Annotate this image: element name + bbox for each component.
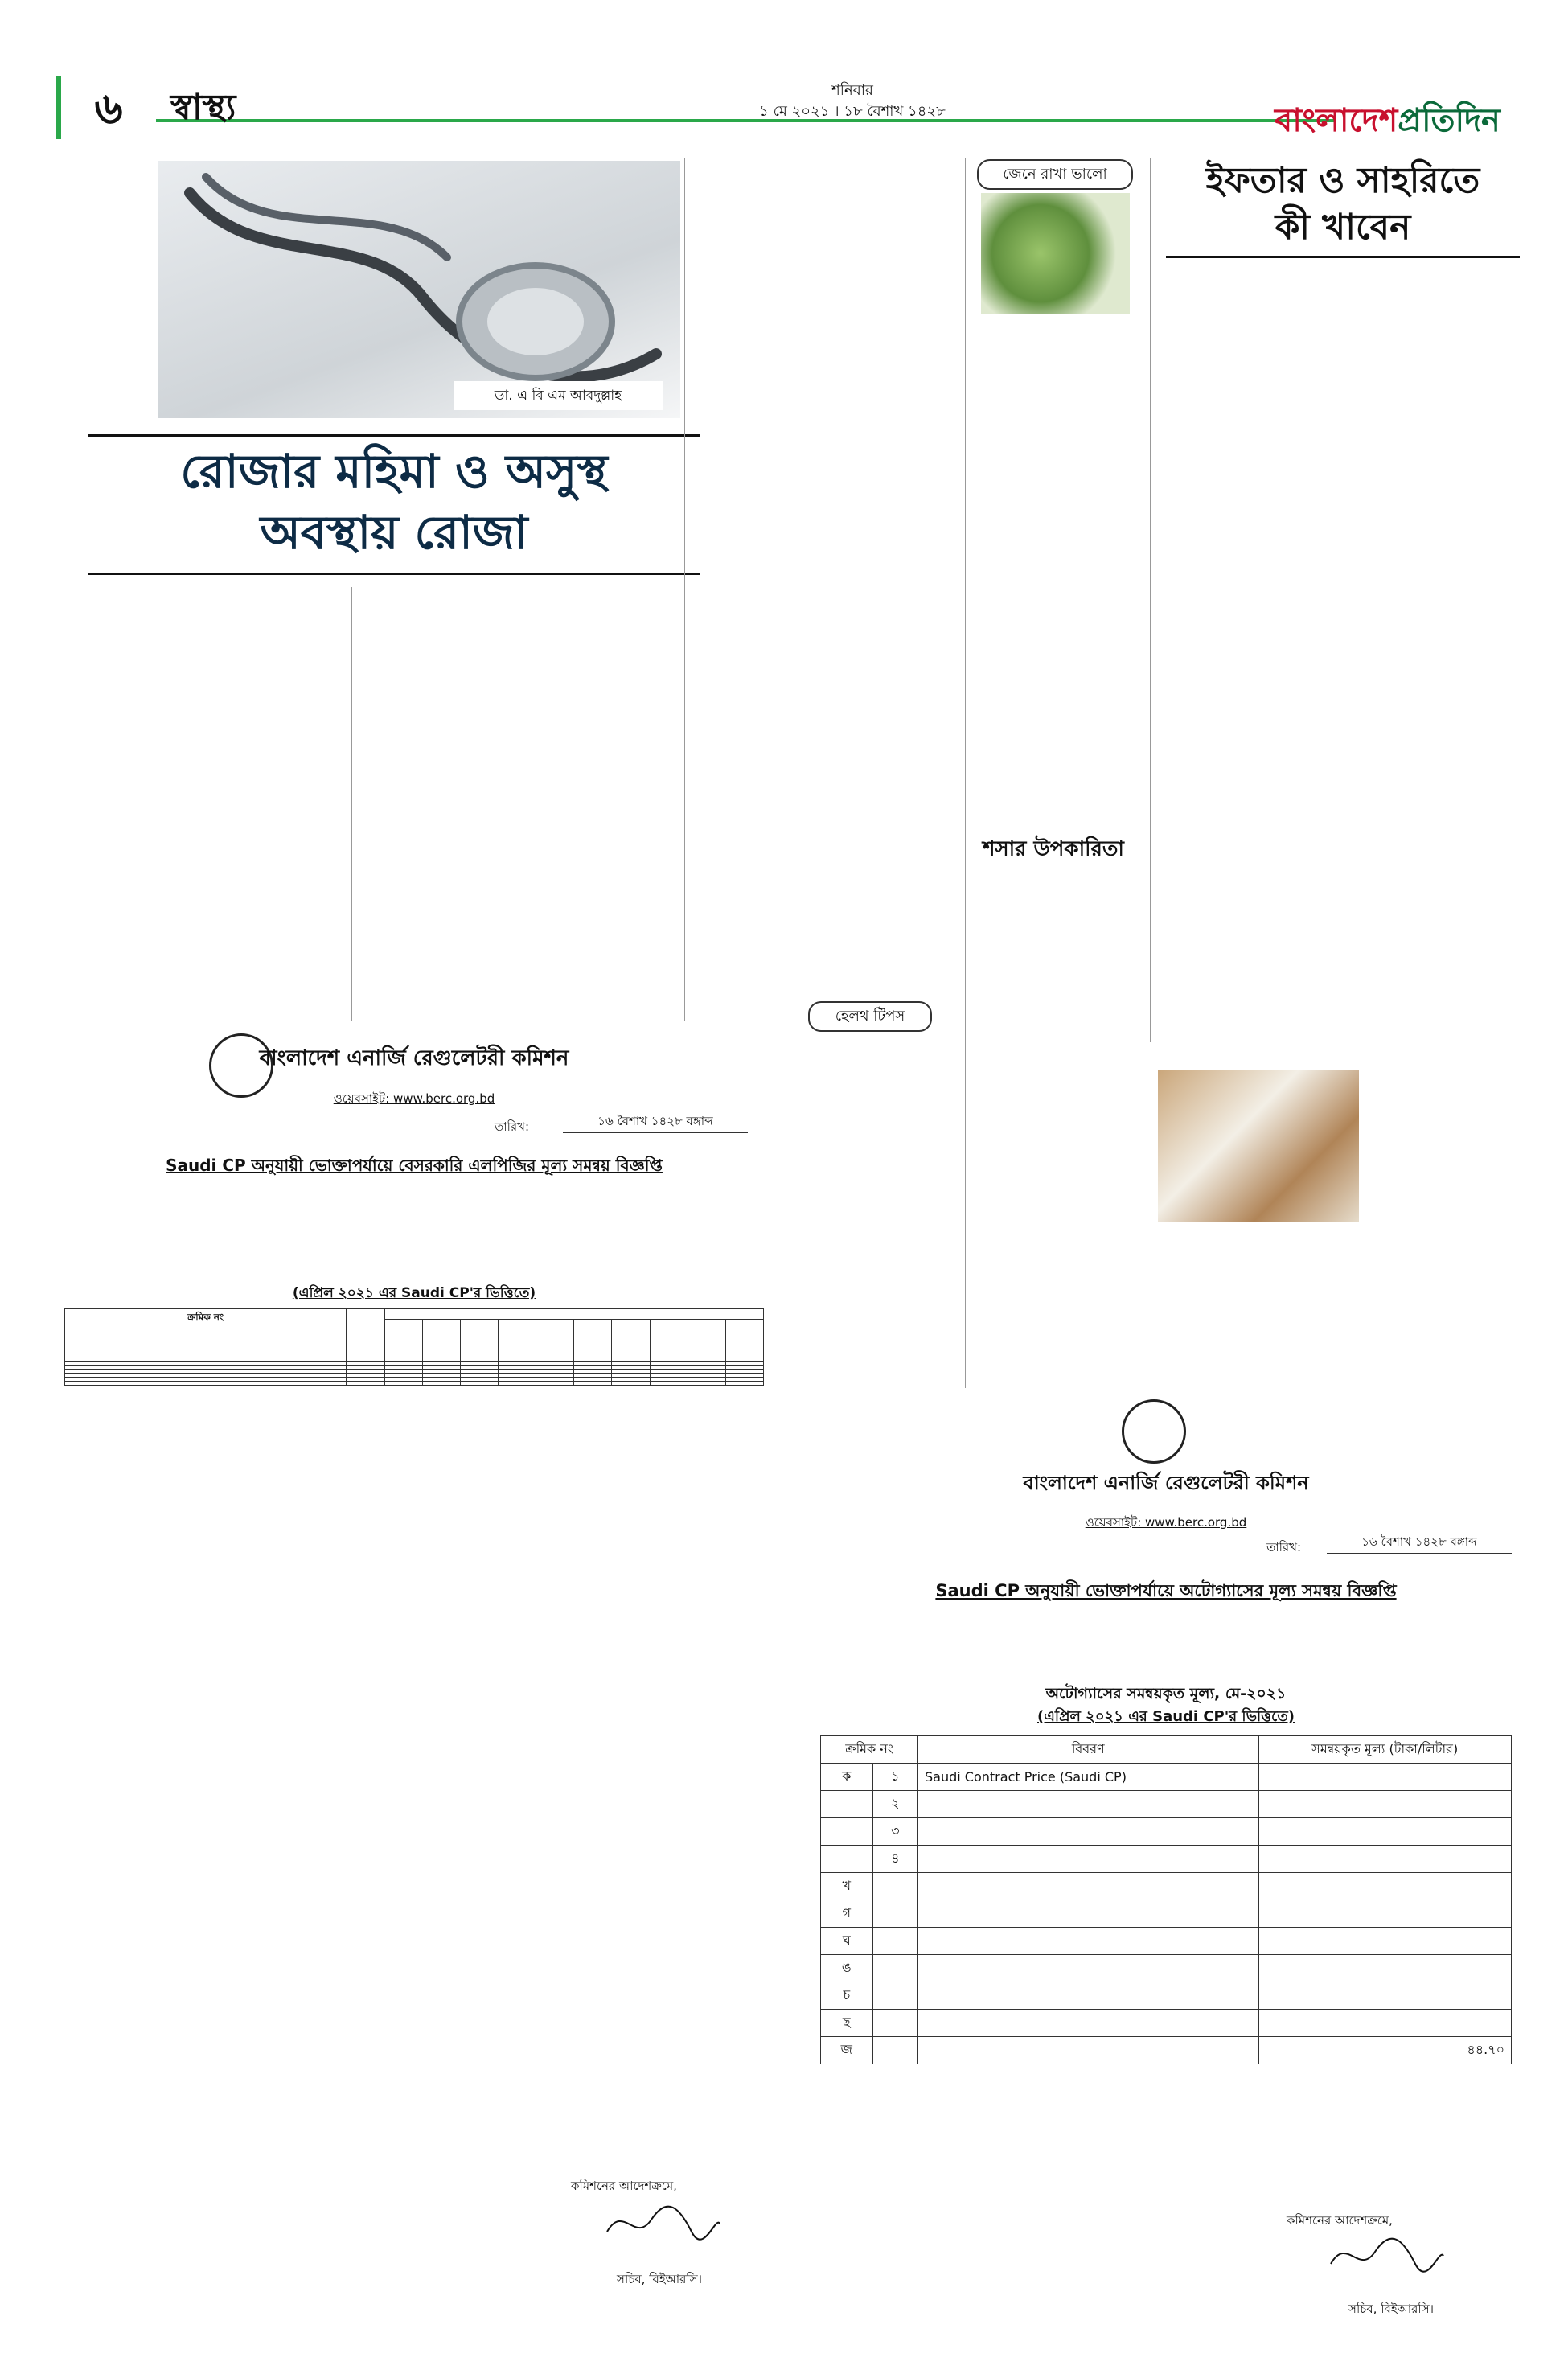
stethoscope-photo: [158, 161, 680, 418]
iftar-headline: [1166, 158, 1520, 251]
notice-date-label: তারিখ:: [1266, 1540, 1302, 1555]
notice-website: ওয়েবসাইট: www.berc.org.bd: [333, 1091, 495, 1106]
table-cell: [821, 1791, 873, 1818]
notice-org-name: বাংলাদেশ এনার্জি রেগুলেটরী কমিশন: [259, 1046, 569, 1070]
table-row: [821, 1928, 1512, 1955]
table-cell: খ: [821, 1873, 873, 1900]
iftar-food-image: [1158, 1070, 1359, 1222]
table-cell: [1258, 1873, 1511, 1900]
table-row: [821, 1900, 1512, 1928]
table-cell: [498, 1382, 536, 1386]
headline-line-1: রোজার মহিমা ও অসুস্থ: [180, 444, 608, 499]
table-header-cell: [725, 1319, 763, 1329]
table-cell: [422, 1382, 460, 1386]
table-cell: Saudi Contract Price (Saudi CP): [918, 1764, 1259, 1791]
table-cell: [650, 1382, 688, 1386]
page-number: ৬: [56, 76, 156, 139]
table-cell: [872, 1900, 917, 1928]
signature-icon: [603, 2199, 724, 2248]
headline-rule-bottom: [88, 573, 700, 575]
table-cell: ৪৪.৭০: [1258, 2037, 1511, 2064]
table-cell: [65, 1382, 347, 1386]
notice-intro: [56, 1182, 772, 1255]
table-row: [65, 1382, 764, 1386]
table-cell: ঘ: [821, 1928, 873, 1955]
lpg-price-table-wrap: [64, 1308, 764, 1386]
table-cell: [918, 1955, 1259, 1982]
table-cell: ৩: [872, 1818, 917, 1846]
section-title: স্বাস্থ্য: [170, 87, 236, 128]
newspaper-logo: [1275, 95, 1532, 149]
table-header-cell: [650, 1319, 688, 1329]
table-cell: ঙ: [821, 1955, 873, 1982]
notice-date-bn: ১৬ বৈশাখ ১৪২৮ বঙ্গাব্দ: [1327, 1533, 1512, 1554]
column-divider: [965, 158, 966, 1388]
table-cell: [347, 1382, 384, 1386]
cucumber-image: [981, 193, 1130, 314]
table-cell: [384, 1382, 422, 1386]
table-header-cell: [384, 1319, 422, 1329]
headline-line-2: অবস্থায় রোজা: [260, 505, 528, 560]
table-cell: গ: [821, 1900, 873, 1928]
notice-website: ওয়েবসাইট: www.berc.org.bd: [1085, 1515, 1247, 1530]
health-tips-body: [788, 1036, 961, 1341]
column-divider: [684, 158, 685, 1021]
iftar-headline-rule: [1166, 256, 1520, 258]
table-header-cell: [688, 1319, 725, 1329]
table-cell: [918, 1900, 1259, 1928]
table-header-cell: [612, 1319, 650, 1329]
table-cell: [821, 1818, 873, 1846]
notice-notes: [812, 1994, 1520, 2252]
table-header-cell: [460, 1319, 498, 1329]
table-subheading: (এপ্রিল ২০২১ এর Saudi CP'র ভিত্তিতে): [1037, 1708, 1295, 1725]
health-tips-title: হেলথ টিপস: [808, 1001, 932, 1032]
notice-intro: [812, 1607, 1520, 1678]
article-column-1: [56, 587, 346, 1021]
iftar-headline-line-2: কী খাবেন: [1275, 207, 1411, 248]
table-cell: ১: [872, 1764, 917, 1791]
table-header-cell: [536, 1319, 574, 1329]
table-header-cell: ক্রমিক নং: [65, 1309, 347, 1329]
table-header-cell: বিবরণ: [918, 1736, 1259, 1764]
table-cell: [1258, 1818, 1511, 1846]
table-row: [821, 1791, 1512, 1818]
table-header-cell: ক্রমিক নং: [821, 1736, 918, 1764]
issue-date: [643, 80, 1061, 122]
table-header-cell: [574, 1319, 612, 1329]
notice-notes: [56, 1637, 772, 2151]
table-group-header-row: [65, 1309, 764, 1320]
iftar-body-top: [1158, 261, 1512, 1066]
sign-off: কমিশনের আদেশক্রমে,: [571, 2179, 677, 2193]
iftar-byline: [1158, 1311, 1512, 1371]
sign-off: কমিশনের আদেশক্রমে,: [1287, 2213, 1393, 2228]
notice-title: Saudi CP অনুযায়ী ভোক্তাপর্যায়ে বেসরকারি এলপিজির মূল্য সমন্বয় বিজ্ঞপ্তি: [166, 1156, 663, 1175]
notice-date-bn: ১৬ বৈশাখ ১৪২৮ বঙ্গাব্দ: [563, 1112, 748, 1133]
signer-title: সচিব, বিইআরসি।: [617, 2272, 702, 2286]
article-column-3: [690, 158, 959, 1021]
table-cell: [1258, 1846, 1511, 1873]
table-cell: [918, 1928, 1259, 1955]
table-cell: [872, 1928, 917, 1955]
table-cell: [1258, 1791, 1511, 1818]
table-cell: [725, 1382, 763, 1386]
table-cell: [574, 1382, 612, 1386]
table-row: [821, 1818, 1512, 1846]
table-cell: [460, 1382, 498, 1386]
table-cell: [1258, 1900, 1511, 1928]
column-divider: [1150, 158, 1151, 1042]
table-row: [821, 1873, 1512, 1900]
date-label: ১ মে ২০২১ । ১৮ বৈশাখ ১৪২৮: [759, 103, 946, 120]
table-row: [821, 1764, 1512, 1791]
signature-icon: [1327, 2232, 1447, 2280]
notice-date: [1327, 1533, 1512, 1554]
table-cell: [918, 1846, 1259, 1873]
table-cell: [821, 1846, 873, 1873]
notice-org-name: বাংলাদেশ এনার্জি রেগুলেটরী কমিশন: [1023, 1472, 1309, 1494]
table-header-cell: [498, 1319, 536, 1329]
cucumber-body: [973, 865, 1142, 1331]
table-cell: [1258, 1764, 1511, 1791]
headline-rule-top: [88, 434, 700, 437]
column-divider: [351, 587, 352, 1021]
table-header-cell: [422, 1319, 460, 1329]
article-column-2: [358, 587, 679, 1021]
logo-word-2: প্রতিদিন: [1398, 101, 1500, 139]
table-cell: ২: [872, 1791, 917, 1818]
table-heading: অটোগ্যাসের সমন্বয়কৃত মূল্য, মে-২০২১: [1045, 1685, 1287, 1702]
table-cell: ৪: [872, 1846, 917, 1873]
day-label: শনিবার: [831, 82, 873, 99]
table-cell: ছ: [821, 2010, 873, 2037]
table-cell: [918, 1791, 1259, 1818]
table-cell: জ: [821, 2037, 873, 2064]
cucumber-title: শসার উপকারিতা: [983, 837, 1124, 861]
cucumber-kicker: জেনে রাখা ভালো: [977, 159, 1133, 190]
table-subheading: (এপ্রিল ২০২১ এর Saudi CP'র ভিত্তিতে): [292, 1285, 536, 1301]
table-header-cell: সমন্বয়কৃত মূল্য (টাকা/লিটার): [1258, 1736, 1511, 1764]
article-headline: [88, 441, 700, 563]
table-cell: [1258, 1955, 1511, 1982]
table-header-row: [821, 1736, 1512, 1764]
table-cell: চ: [821, 1982, 873, 2010]
table-cell: [536, 1382, 574, 1386]
lpg-price-table: [64, 1308, 764, 1386]
table-cell: [612, 1382, 650, 1386]
table-cell: ক: [821, 1764, 873, 1791]
table-cell: [872, 1955, 917, 1982]
iftar-headline-line-1: ইফতার ও সাহরিতে: [1205, 160, 1480, 201]
lpg-price-notice: [48, 1025, 780, 2360]
berc-seal-icon: [1122, 1399, 1186, 1464]
autogas-price-notice: [804, 1399, 1528, 2360]
table-cell: [918, 1873, 1259, 1900]
stethoscope-icon: [158, 161, 680, 418]
logo-word-1: বাংলাদেশ: [1275, 101, 1398, 139]
photo-caption: ডা. এ বি এম আবদুল্লাহ: [454, 381, 663, 410]
table-header-cell: [347, 1309, 384, 1329]
table-row: [821, 1846, 1512, 1873]
table-row: [821, 1955, 1512, 1982]
table-cell: [872, 1873, 917, 1900]
notice-date-label: তারিখ:: [495, 1119, 530, 1134]
table-cell: [1258, 1928, 1511, 1955]
signer-title: সচিব, বিইআরসি।: [1348, 2302, 1434, 2316]
table-group-header: [384, 1309, 763, 1320]
notice-title: Saudi CP অনুযায়ী ভোক্তাপর্যায়ে অটোগ্যাসের মূল্য সমন্বয় বিজ্ঞপ্তি: [935, 1581, 1397, 1600]
table-cell: [918, 1818, 1259, 1846]
notice-date: [563, 1112, 748, 1133]
table-cell: [688, 1382, 725, 1386]
